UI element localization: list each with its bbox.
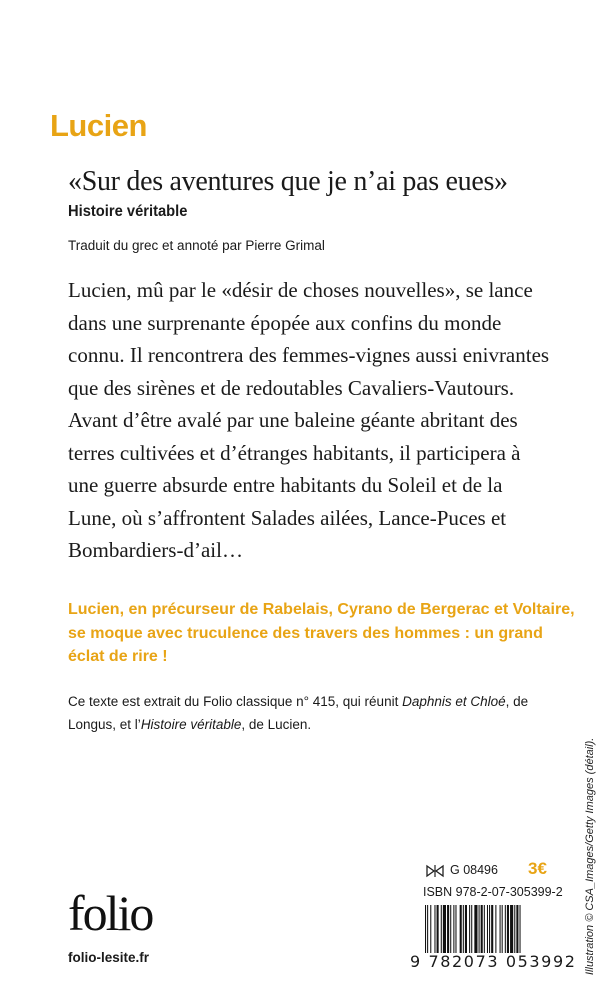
- barcode-bar: [505, 905, 506, 953]
- barcode-bar: [474, 905, 477, 953]
- tagline: [68, 598, 588, 669]
- illustration-credit: Illustration © CSA_Images/Getty Images (détail).: [584, 737, 596, 975]
- barcode-bar: [520, 905, 521, 953]
- translator-credit: Traduit du grec et annoté par Pierre Grimal: [68, 238, 325, 253]
- barcode-bar: [437, 905, 439, 953]
- barcode-bar: [443, 905, 446, 953]
- barcode-bar: [427, 905, 428, 953]
- barcode-bar: [487, 905, 488, 953]
- barcode-bar: [447, 905, 449, 953]
- barcode-bar: [507, 905, 509, 953]
- extract-text: Ce texte est extrait du Folio classique n° 415, qui réunit: [68, 694, 403, 709]
- barcode-bar: [471, 905, 472, 953]
- barcode-bar: [450, 905, 451, 953]
- extract-text: , de Lucien.: [241, 717, 312, 732]
- blurb-line: Avant d’être avalé par une baleine géante abritant des: [68, 408, 518, 432]
- book-title: «Sur des aventures que je n’ai pas eues»: [68, 166, 508, 197]
- blurb-line: Bombardiers-d’ail…: [68, 538, 243, 562]
- publisher-website[interactable]: folio-lesite.fr: [68, 950, 150, 965]
- blurb-line: connu. Il rencontrera des femmes-vignes aussi enivrantes: [68, 343, 550, 367]
- barcode-bar: [495, 905, 496, 953]
- isbn: ISBN 978-2-07-305399-2: [423, 885, 563, 899]
- extract-book-title: Daphnis et Chloé: [402, 694, 506, 709]
- tagline-line: se moque avec truculence des travers des hommes : un grand: [68, 624, 543, 642]
- extract-line: [68, 690, 588, 713]
- extract-line: [68, 713, 588, 736]
- barcode-bar: [510, 905, 513, 953]
- extract-book-title: Histoire véritable: [140, 717, 242, 732]
- blurb-paragraph: [68, 274, 578, 567]
- extract-text: Longus, et l’: [68, 717, 141, 732]
- blurb-line: dans une surprenante épopée aux confins du monde: [68, 310, 502, 335]
- barcode-bar: [516, 905, 518, 953]
- tagline-line: Lucien, en précurseur de Rabelais, Cyrano de Bergerac et Voltaire,: [68, 601, 575, 618]
- barcode-bar: [441, 905, 442, 953]
- folio-logo: folio: [68, 885, 153, 941]
- price: 3€: [528, 859, 547, 878]
- publisher-mark-icon: [425, 864, 445, 878]
- blurb-line: Lune, où s’affrontent Salades ailées, Lance-Puces et: [68, 505, 507, 530]
- barcode-bar: [460, 905, 462, 953]
- extract-note: [68, 690, 588, 736]
- blurb-line: une guerre absurde entre habitants du Soleil et de la: [68, 473, 503, 497]
- barcode-bar: [425, 905, 426, 953]
- book-subtitle: Histoire véritable: [68, 203, 188, 220]
- barcode-bar: [430, 905, 431, 953]
- extract-text: , de: [505, 694, 529, 709]
- price-box: [423, 859, 573, 879]
- product-code: G 08496: [450, 863, 498, 877]
- barcode-bar: [481, 905, 483, 953]
- barcode-bar: [434, 905, 435, 953]
- barcode-bar: [484, 905, 485, 953]
- barcode-bar: [489, 905, 490, 953]
- barcode-bar: [500, 905, 501, 953]
- barcode: [423, 905, 573, 953]
- barcode-bar: [502, 905, 503, 953]
- barcode-bar: [463, 905, 464, 953]
- blurb-line: terres cultivées et d’étranges habitants, il participera à: [68, 440, 521, 465]
- barcode-bar: [465, 905, 467, 953]
- tagline-line: éclat de rire !: [68, 648, 168, 665]
- barcode-bar: [453, 905, 454, 953]
- blurb-line: Lucien, mû par le «désir de choses nouvelles», se lance: [68, 278, 533, 302]
- barcode-bar: [514, 905, 515, 953]
- barcode-bar: [479, 905, 480, 953]
- barcode-bar: [455, 905, 456, 953]
- barcode-digits: 9 782073 053992: [410, 952, 577, 971]
- barcode-bar: [469, 905, 470, 953]
- blurb-line: que des sirènes et de redoutables Cavaliers-Vautours.: [68, 375, 515, 400]
- barcode-bar: [491, 905, 493, 953]
- author-name: Lucien: [50, 108, 147, 143]
